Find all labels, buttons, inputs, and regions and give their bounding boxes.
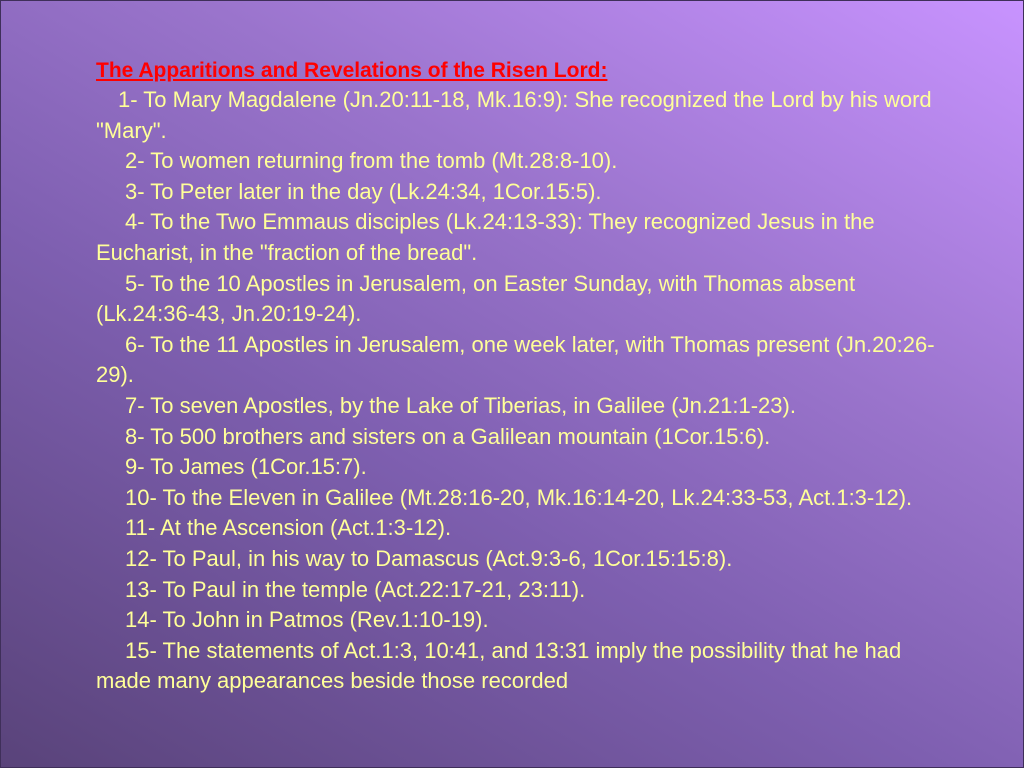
slide-title: The Apparitions and Revelations of the Risen Lord:: [96, 59, 608, 82]
list-item-1: 1- To Mary Magdalene (Jn.20:11-18, Mk.16:9): She recognized the Lord by his word "Mary".: [96, 87, 932, 143]
slide-content: [96, 57, 956, 697]
list-item-10: 10- To the Eleven in Galilee (Mt.28:16-20, Mk.16:14-20, Lk.24:33-53, Act.1:3-12).: [125, 484, 913, 510]
list-item-11: 11- At the Ascension (Act.1:3-12).: [125, 515, 452, 541]
list-item-13: 13- To Paul in the temple (Act.22:17-21, 23:11).: [125, 576, 586, 602]
list-item-12: 12- To Paul, in his way to Damascus (Act.9:3-6, 1Cor.15:15:8).: [125, 545, 733, 571]
list-item-8: 8- To 500 brothers and sisters on a Galilean mountain (1Cor.15:6).: [125, 423, 771, 449]
list-item-14: 14- To John in Patmos (Rev.1:10-19).: [125, 607, 489, 633]
list-item-7: 7- To seven Apostles, by the Lake of Tiberias, in Galilee (Jn.21:1-23).: [125, 392, 796, 418]
list-item-9: 9- To James (1Cor.15:7).: [125, 454, 367, 480]
list-item-2: 2- To women returning from the tomb (Mt.28:8-10).: [125, 148, 618, 174]
list-item-6: 6- To the 11 Apostles in Jerusalem, one week later, with Thomas present (Jn.20:26-29).: [96, 331, 935, 388]
list-item-4: 4- To the Two Emmaus disciples (Lk.24:13-33): They recognized Jesus in the Eucharist, in the "fraction of the bread".: [96, 209, 875, 265]
list-item-5: 5- To the 10 Apostles in Jerusalem, on Easter Sunday, with Thomas absent (Lk.24:36-43, Jn.20:19-24).: [96, 270, 856, 327]
list-item-3: 3- To Peter later in the day (Lk.24:34, 1Cor.15:5).: [125, 178, 602, 204]
list-item-15: 15- The statements of Act.1:3, 10:41, and 13:31 imply the possibility that he had made many appearances beside those recorded: [96, 637, 902, 694]
